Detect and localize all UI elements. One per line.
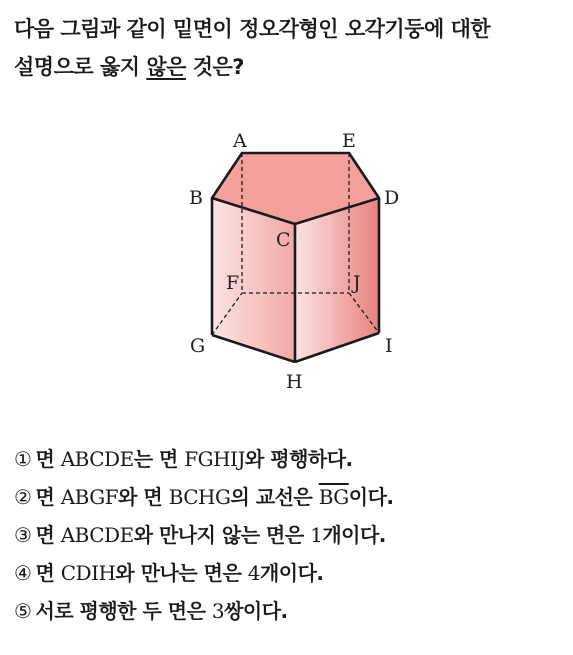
choice-math: 4	[247, 561, 260, 585]
question-line-2	[14, 48, 562, 86]
pentagonal-prism-figure	[180, 120, 410, 400]
choice-math: FGHIJ	[184, 447, 245, 471]
choice-math: CDIH	[60, 561, 116, 585]
choice-text: 개이다.	[259, 561, 324, 585]
answer-choices	[14, 440, 564, 630]
choice-math: ABCDE	[60, 447, 134, 471]
choice-number: ②	[14, 485, 32, 509]
vertex-label-h: H	[286, 371, 303, 393]
choice-text: 와 만나지 않는 면은	[133, 523, 311, 547]
choice-number: ⑤	[14, 599, 32, 623]
choice-text: 쌍이다.	[224, 599, 288, 623]
choice-math: BCHG	[168, 485, 231, 509]
choice-text: 와 면	[118, 485, 169, 509]
choice-number: ①	[14, 447, 32, 471]
choice-text: 면	[35, 523, 61, 547]
choice-number: ③	[14, 523, 32, 547]
segment-bg: $\overline{BG}$	[318, 485, 349, 509]
choice-text: 와 평행하다.	[244, 447, 353, 471]
choice-4[interactable]	[14, 554, 564, 592]
face-bchg	[212, 198, 295, 362]
choice-text: 이다.	[348, 485, 394, 509]
vertex-label-i: I	[385, 335, 393, 357]
choice-text: 서로 평행한 두 면은	[35, 599, 212, 623]
choice-text: 는 면	[133, 447, 185, 471]
choice-math: 3	[211, 599, 225, 623]
choice-text: 면	[35, 485, 61, 509]
choice-3[interactable]	[14, 516, 564, 554]
vertex-label-d: D	[384, 187, 400, 209]
question-line-2-prefix: 설명으로 옳지	[14, 55, 147, 79]
choice-text: 면	[35, 447, 61, 471]
question-emphasis: 않은	[146, 55, 186, 79]
vertex-label-b: B	[189, 187, 203, 209]
question-text	[14, 10, 562, 86]
choice-text: 와 만나는 면은	[115, 561, 248, 585]
vertex-label-j: J	[353, 272, 361, 294]
choice-math: ABCDE	[60, 523, 134, 547]
vertex-label-e: E	[342, 130, 356, 152]
choice-text: 면	[35, 561, 61, 585]
vertex-label-a: A	[233, 130, 247, 152]
choice-1[interactable]	[14, 440, 564, 478]
question-line-2-suffix: 것은?	[185, 55, 244, 79]
choice-math: ABGF	[60, 485, 119, 509]
choice-math: 1	[310, 523, 323, 547]
question-line-1: 다음 그림과 같이 밑면이 정오각형인 오각기둥에 대한	[14, 17, 491, 41]
vertex-label-f: F	[226, 272, 240, 294]
vertex-label-g: G	[190, 335, 206, 357]
choice-number: ④	[14, 561, 32, 585]
choice-text: 의 교선은	[230, 485, 319, 509]
choice-5[interactable]	[14, 592, 564, 630]
prism-diagram	[180, 120, 410, 400]
choice-2[interactable]	[14, 478, 564, 516]
choice-text: 개이다.	[322, 523, 386, 547]
vertex-label-c: C	[276, 229, 291, 251]
